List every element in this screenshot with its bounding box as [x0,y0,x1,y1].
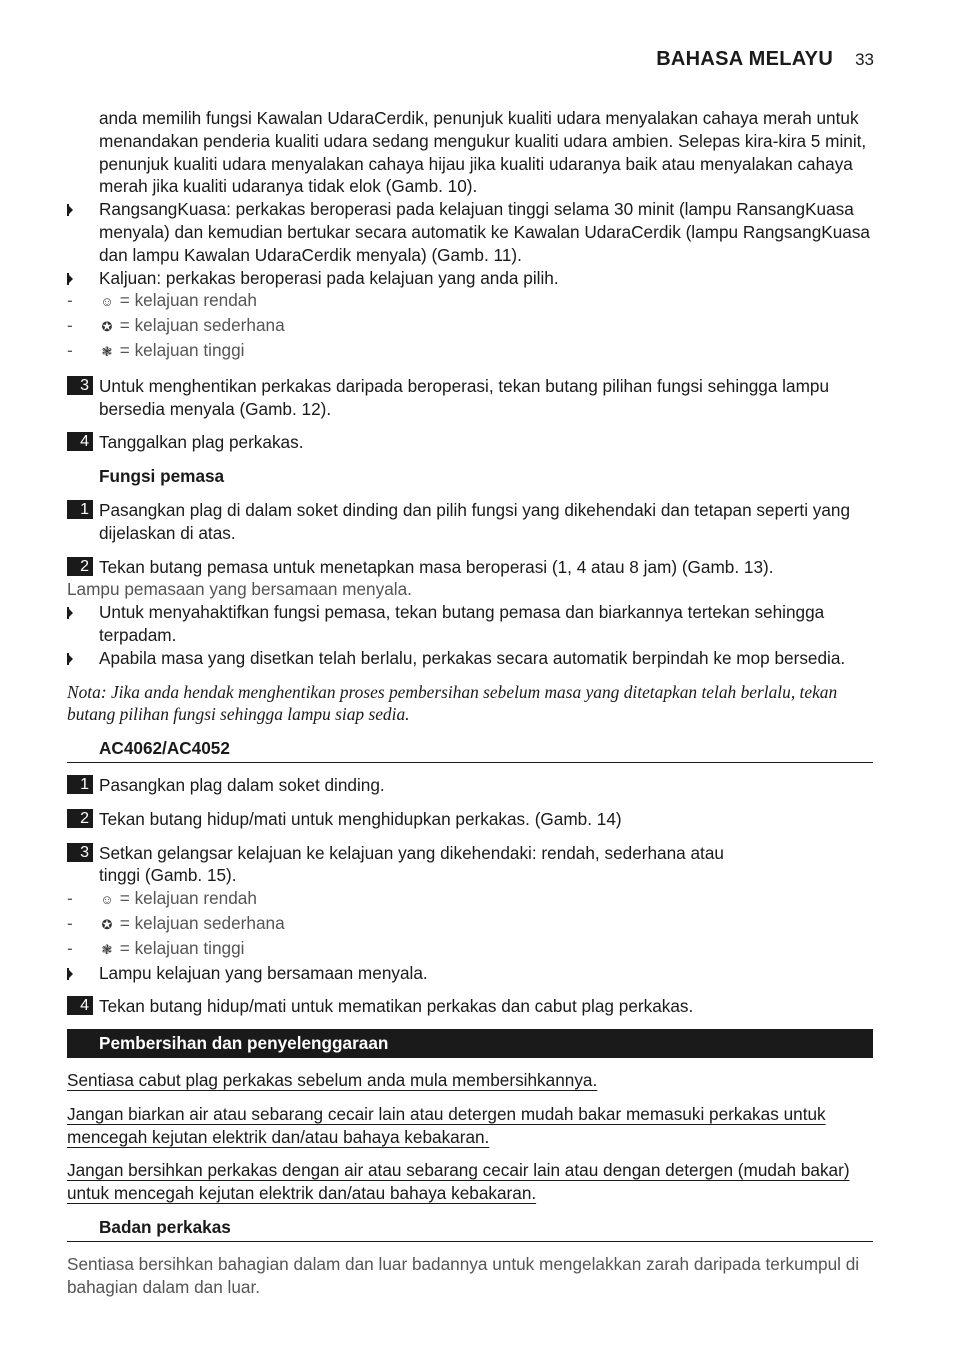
step-text: Pasangkan plag dalam soket dinding. [99,774,385,795]
timer-note: Nota: Jika anda hendak menghentikan proses pembersihan sebelum masa yang ditetapkan telah berlalu, tekan butang pilihan fungsi sehingga lampu siap sedia. [67,681,838,725]
model-step-3 [67,842,873,888]
bullet-item [67,198,873,266]
speed-item [67,912,873,937]
dash-icon: - [67,290,73,311]
timer-step-2 [67,556,873,579]
speed-item [67,937,873,962]
step-number: 1 [67,500,93,519]
bullet-item [67,962,873,985]
warning-text: Jangan biarkan air atau sebarang cecair lain atau detergen mudah bakar memasuki perkakas untuk mencegah kejutan elektrik dan/atau bahaya kebakaran. [67,1103,826,1147]
step-number: 3 [67,376,93,395]
bullet-icon [67,204,73,216]
speed-label: = kelajuan tinggi [119,937,245,958]
step-text: Tekan butang hidup/mati untuk mematikan perkakas dan cabut plag perkakas. [99,996,694,1017]
model-step-1 [67,774,873,797]
page-content [67,107,873,1298]
step-number: 3 [67,843,93,862]
warning-text: Jangan bersihkan perkakas dengan air atau sebarang cecair lain atau dengan detergen (mudah bakar) untuk mencegah kejutan elektrik dan/atau bahaya kebakaran. [67,1160,850,1204]
body-text: Sentiasa bersihkan bahagian dalam dan luar badannya untuk mengelakkan zarah daripada terkumpul di bahagian dalam dan luar. [67,1253,860,1297]
dash-icon: - [67,315,73,336]
speed-item [67,339,873,364]
step-number: 4 [67,432,93,451]
bullet-text: Apabila masa yang disetkan telah berlalu, perkakas secara automatik berpindah ke mop bersedia. [99,647,846,668]
step-text: Tanggalkan plag perkakas. [99,432,304,453]
bullet-icon [67,968,73,980]
language-title: BAHASA MELAYU [656,48,834,70]
high-speed-icon: ❃ [101,343,113,359]
bullet-text: RangsangKuasa: perkakas beroperasi pada kelajuan tinggi selama 30 minit (lampu RansangKuasa menyala) dan kemudian bertukar secara automatik ke Kawalan UdaraCerdik (lampu RangsangKuasa dan lampu Kawalan UdaraCerdik menyala) (Gamb. 11). [99,199,870,265]
bullet-item [67,647,873,670]
bullet-text: Untuk menyahaktifkan fungsi pemasa, tekan butang pemasa dan biarkannya tertekan sehingga terpadam. [99,602,825,645]
timer-step-1 [67,499,873,545]
bullet-icon [67,273,73,285]
bullet-icon [67,607,73,619]
bullet-icon [67,653,73,665]
intro-continuation: anda memilih fungsi Kawalan UdaraCerdik, penunjuk kualiti udara menyalakan cahaya merah untuk menandakan penderia kualiti udara sedang mengukur kualiti udara ambien. Selepas kira-kira 5 minit, penunjuk kualiti udara menyalakan cahaya hijau jika kualiti udaranya baik atau menyalakan cahaya merah jika kualiti udaranya tidak elok (Gamb. 10). [99,108,867,197]
step-number: 2 [67,809,93,828]
bullet-item [67,267,873,290]
low-speed-icon: ☺ [100,294,114,310]
step-text: Untuk menghentikan perkakas daripada beroperasi, tekan butang pilihan fungsi sehingga lampu bersedia menyala (Gamb. 12). [99,375,829,419]
bullet-text: Lampu kelajuan yang bersamaan menyala. [99,962,428,983]
speed-label: = kelajuan rendah [119,290,257,311]
medium-speed-icon: ✪ [101,319,113,335]
cleaning-section-heading: Pembersihan dan penyelenggaraan [67,1029,873,1058]
warning-text: Sentiasa cabut plag perkakas sebelum anda mula membersihkannya. [67,1070,598,1091]
body-heading: Badan perkakas [67,1216,873,1242]
timer-result: Lampu pemasaan yang bersamaan menyala. [67,579,412,600]
dash-icon: - [67,937,73,958]
step-number: 2 [67,557,93,576]
model-step-2 [67,808,873,831]
low-speed-icon: ☺ [100,892,114,908]
step-number: 1 [67,775,93,794]
step-4 [67,431,873,454]
speed-label: = kelajuan sederhana [119,315,285,336]
medium-speed-icon: ✪ [101,916,113,932]
step-number: 4 [67,996,93,1015]
high-speed-icon: ❃ [101,941,113,957]
speed-item [67,887,873,912]
speed-label: = kelajuan rendah [119,888,257,909]
speed-label: = kelajuan sederhana [119,912,285,933]
step-text: Tekan butang hidup/mati untuk menghidupkan perkakas. (Gamb. 14) [99,808,622,829]
speed-item [67,314,873,339]
step-text: Pasangkan plag di dalam soket dinding dan pilih fungsi yang dikehendaki dan tetapan seperti yang dijelaskan di atas. [99,499,851,543]
model-heading: AC4062/AC4052 [67,737,873,763]
speed-item [67,289,873,314]
dash-icon: - [67,912,73,933]
page-number: 33 [855,50,874,69]
step-text: Tekan butang pemasa untuk menetapkan masa beroperasi (1, 4 atau 8 jam) (Gamb. 13). [99,556,774,577]
model-step-4 [67,995,873,1018]
dash-icon: - [67,888,73,909]
bullet-text: Kaljuan: perkakas beroperasi pada kelajuan yang anda pilih. [99,267,559,288]
timer-heading: Fungsi pemasa [99,466,225,487]
step-text: Setkan gelangsar kelajuan ke kelajuan yang dikehendaki: rendah, sederhana atau tinggi (Gamb. 15). [99,842,724,886]
bullet-item [67,601,873,647]
speed-label: = kelajuan tinggi [119,339,245,360]
dash-icon: - [67,339,73,360]
page-header [656,48,874,72]
step-3 [67,375,873,421]
